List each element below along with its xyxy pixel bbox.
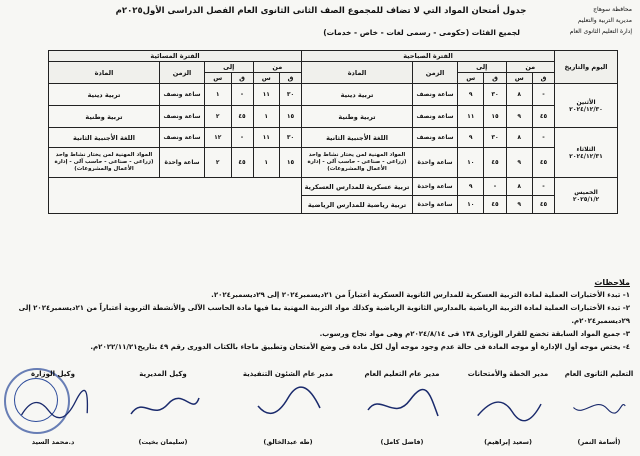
to-header: إلى (205, 62, 254, 73)
from-hour: ٩ (506, 148, 532, 178)
from-header: من (506, 62, 554, 73)
minute-header: ق (532, 73, 554, 84)
time-header: الزمن (413, 62, 458, 84)
to-minute: - (484, 178, 506, 196)
hour-header: س (253, 73, 279, 84)
exam-duration: ساعة واحدة (413, 148, 458, 178)
to-hour: ٩ (458, 84, 484, 106)
signatory-name: (سليمان بخيت) (138, 438, 188, 446)
minute-header: ق (484, 73, 506, 84)
from-minute: - (532, 178, 554, 196)
signatory-name: د.محمد السيد (31, 438, 75, 446)
signature-title: وكيل المديرية (139, 370, 187, 378)
to-header: إلى (458, 62, 506, 73)
from-hour: ٨ (506, 84, 532, 106)
signature-scribble (17, 386, 89, 426)
to-hour: ٢ (205, 148, 232, 178)
signature-scribble (240, 386, 336, 426)
signature-title: مدير عام التعليم العام (364, 370, 440, 378)
exam-duration: ساعة ونصف (160, 106, 205, 128)
to-minute: ٤٥ (231, 148, 253, 178)
document-subtitle: لجميع الفئات (حكومى - رسمى لغات - خاص - خدمات) (323, 28, 520, 37)
minute-header: ق (231, 73, 253, 84)
document-title: جدول أمتحان المواد التي لا تضاف للمجموع الصف الثانى الثانوى العام الفصل الدراسى الأول٢٠٢٥م (115, 6, 527, 16)
to-minute: ٣٠ (484, 84, 506, 106)
exam-duration: ساعة ونصف (160, 84, 205, 106)
to-hour: ١٠ (458, 196, 484, 214)
from-hour: ١ (253, 106, 279, 128)
day-cell: الأثنين ٢٠٢٤/١٢/٣٠ (555, 84, 618, 128)
exam-duration: ساعة ونصف (413, 128, 458, 148)
to-minute: ٣٠ (484, 128, 506, 148)
from-minute: ٣٠ (279, 128, 301, 148)
header-line: مديرية التربية والتعليم (577, 17, 632, 24)
from-minute: - (532, 128, 554, 148)
notes-section (12, 276, 630, 354)
signature-scribble (119, 386, 207, 426)
minute-header: ق (279, 73, 301, 84)
from-minute: ٤٥ (532, 106, 554, 128)
to-hour: ٩ (458, 178, 484, 196)
notes-heading: ملاحظات (594, 278, 630, 287)
exam-subject: تربية دينية (49, 84, 160, 106)
hour-header: س (458, 73, 484, 84)
note-item: ٢- تبدء الأختبارات العملية لمادة التربية الرياضية بالمدارس الثانوية الرياضية وكذلك مواد التربية المهنية بما فيها مادة الحاسب الآلى والأنشطة التربوية أعتباراً من ٢١ديسمبر٢٠٢٤ إلى ٢٩ديسمبر٢٠٢٤م. (18, 304, 630, 325)
from-hour: ٨ (506, 178, 532, 196)
to-hour: ١٠ (458, 148, 484, 178)
exam-subject: اللغة الأجنبية الثانية (49, 128, 160, 148)
from-hour: ١١ (253, 84, 279, 106)
to-hour: ١٢ (205, 128, 232, 148)
day-cell: الثلاثاء ٢٠٢٤/١٢/٣١ (555, 128, 618, 178)
signature-block (460, 370, 556, 446)
signatory-name: (أسامة النمر) (577, 438, 621, 446)
from-minute: - (532, 84, 554, 106)
signatory-name: (فاضل كامل) (380, 438, 424, 446)
exam-duration: ساعة واحدة (160, 148, 205, 178)
signature-scribble (362, 386, 442, 426)
evening-period-header: الفترة المسائية (49, 51, 302, 62)
from-minute: ٣٠ (279, 84, 301, 106)
header-line: محافظة سوهاج (593, 6, 632, 13)
to-hour: ١ (205, 84, 232, 106)
note-item: ٤- يختص موجه أول الإدارة أو موجه المادة فى حالة عدم وجود موجه أول لكل مادة فى وضع الأمتحان وتطبيق ماجاء بالكتاب الدورى رقم ٤٩ بتاريخ٢٠٢٢/١١/٢١م. (90, 343, 630, 351)
time-header: الزمن (160, 62, 205, 84)
subject-header: المادة (49, 62, 160, 84)
signature-block (108, 370, 218, 446)
hour-header: س (506, 73, 532, 84)
signature-block (562, 370, 636, 446)
exam-subject: تربية وطنية (49, 106, 160, 128)
from-header: من (253, 62, 301, 73)
exam-schedule-table (48, 50, 618, 214)
signature-scribble (470, 386, 547, 426)
exam-duration: ساعة ونصف (413, 106, 458, 128)
signature-block (228, 370, 348, 446)
to-minute: - (231, 128, 253, 148)
signatory-name: (طه عبدالخالق) (263, 438, 313, 446)
to-hour: ٢ (205, 106, 232, 128)
signature-scribble (569, 386, 628, 426)
from-minute: ١٥ (279, 106, 301, 128)
signature-block (8, 370, 98, 446)
header-line: إدارة التعليم الثانوى العام (569, 28, 632, 35)
day-date-header: اليوم والتاريخ (555, 51, 618, 84)
morning-period-header: الفترة الصباحية (302, 51, 555, 62)
exam-duration: ساعة واحدة (413, 196, 458, 214)
day-cell: الخميس ٢٠٢٥/١/٢ (555, 178, 618, 214)
to-minute: ٤٥ (231, 106, 253, 128)
exam-subject: تربية عسكرية للمدارس العسكرية (302, 178, 413, 196)
empty-evening-cell (49, 178, 302, 214)
to-hour: ٩ (458, 128, 484, 148)
from-hour: ١١ (253, 128, 279, 148)
to-minute: ٤٥ (484, 196, 506, 214)
to-minute: ٤٥ (484, 148, 506, 178)
from-hour: ٨ (506, 128, 532, 148)
signature-title: مدير الخطة والأمتحانات (467, 370, 549, 378)
to-minute: - (231, 84, 253, 106)
signature-title: مدير عام الشئون التنفيذية (242, 370, 334, 378)
note-item: ١- تبدء الأختبارات العملية لمادة التربية العسكرية للمدارس الثانوية العسكرية أعتباراً من ٢١ديسمبر٢٠٢٤ إلى ٢٩ديسمبر٢٠٢٤. (211, 291, 630, 299)
exam-duration: ساعة ونصف (160, 128, 205, 148)
from-hour: ١ (253, 148, 279, 178)
signature-title: التعليم الثانوى العام (564, 370, 634, 378)
to-minute: ١٥ (484, 106, 506, 128)
exam-subject: تربية رياضية للمدارس الرياضية (302, 196, 413, 214)
header-authority (532, 4, 632, 37)
exam-subject: اللغة الأجنبية الثانية (302, 128, 413, 148)
exam-subject: تربية دينية (302, 84, 413, 106)
from-hour: ٩ (506, 196, 532, 214)
from-minute: ١٥ (279, 148, 301, 178)
from-hour: ٩ (506, 106, 532, 128)
signatory-name: (سعيد إبراهيم) (484, 438, 532, 446)
to-hour: ١١ (458, 106, 484, 128)
hour-header: س (205, 73, 232, 84)
exam-subject: المواد المهنية لمن يختار نشاط واحد (زراعى - صناعى - حاسب آلى - إدارة الأعمال والمشروعات) (49, 148, 160, 178)
exam-subject: تربية وطنية (302, 106, 413, 128)
signatures-row (0, 370, 640, 456)
signature-title: وكيل الوزارة (31, 370, 75, 378)
from-minute: ٤٥ (532, 196, 554, 214)
note-item: ٣- جميع المواد السابقة تخضع للقرار الوزارى ١٣٨ فى ٢٠٢٤/٨/١٤م وهى مواد نجاح ورسوب. (319, 330, 630, 338)
subject-header: المادة (302, 62, 413, 84)
signature-block (352, 370, 452, 446)
exam-duration: ساعة واحدة (413, 178, 458, 196)
from-minute: ٤٥ (532, 148, 554, 178)
exam-duration: ساعة ونصف (413, 84, 458, 106)
exam-subject: المواد المهنية لمن يختار نشاط واحد (زراعى - صناعى - حاسب آلى - إدارة الأعمال والمشروعات) (302, 148, 413, 178)
